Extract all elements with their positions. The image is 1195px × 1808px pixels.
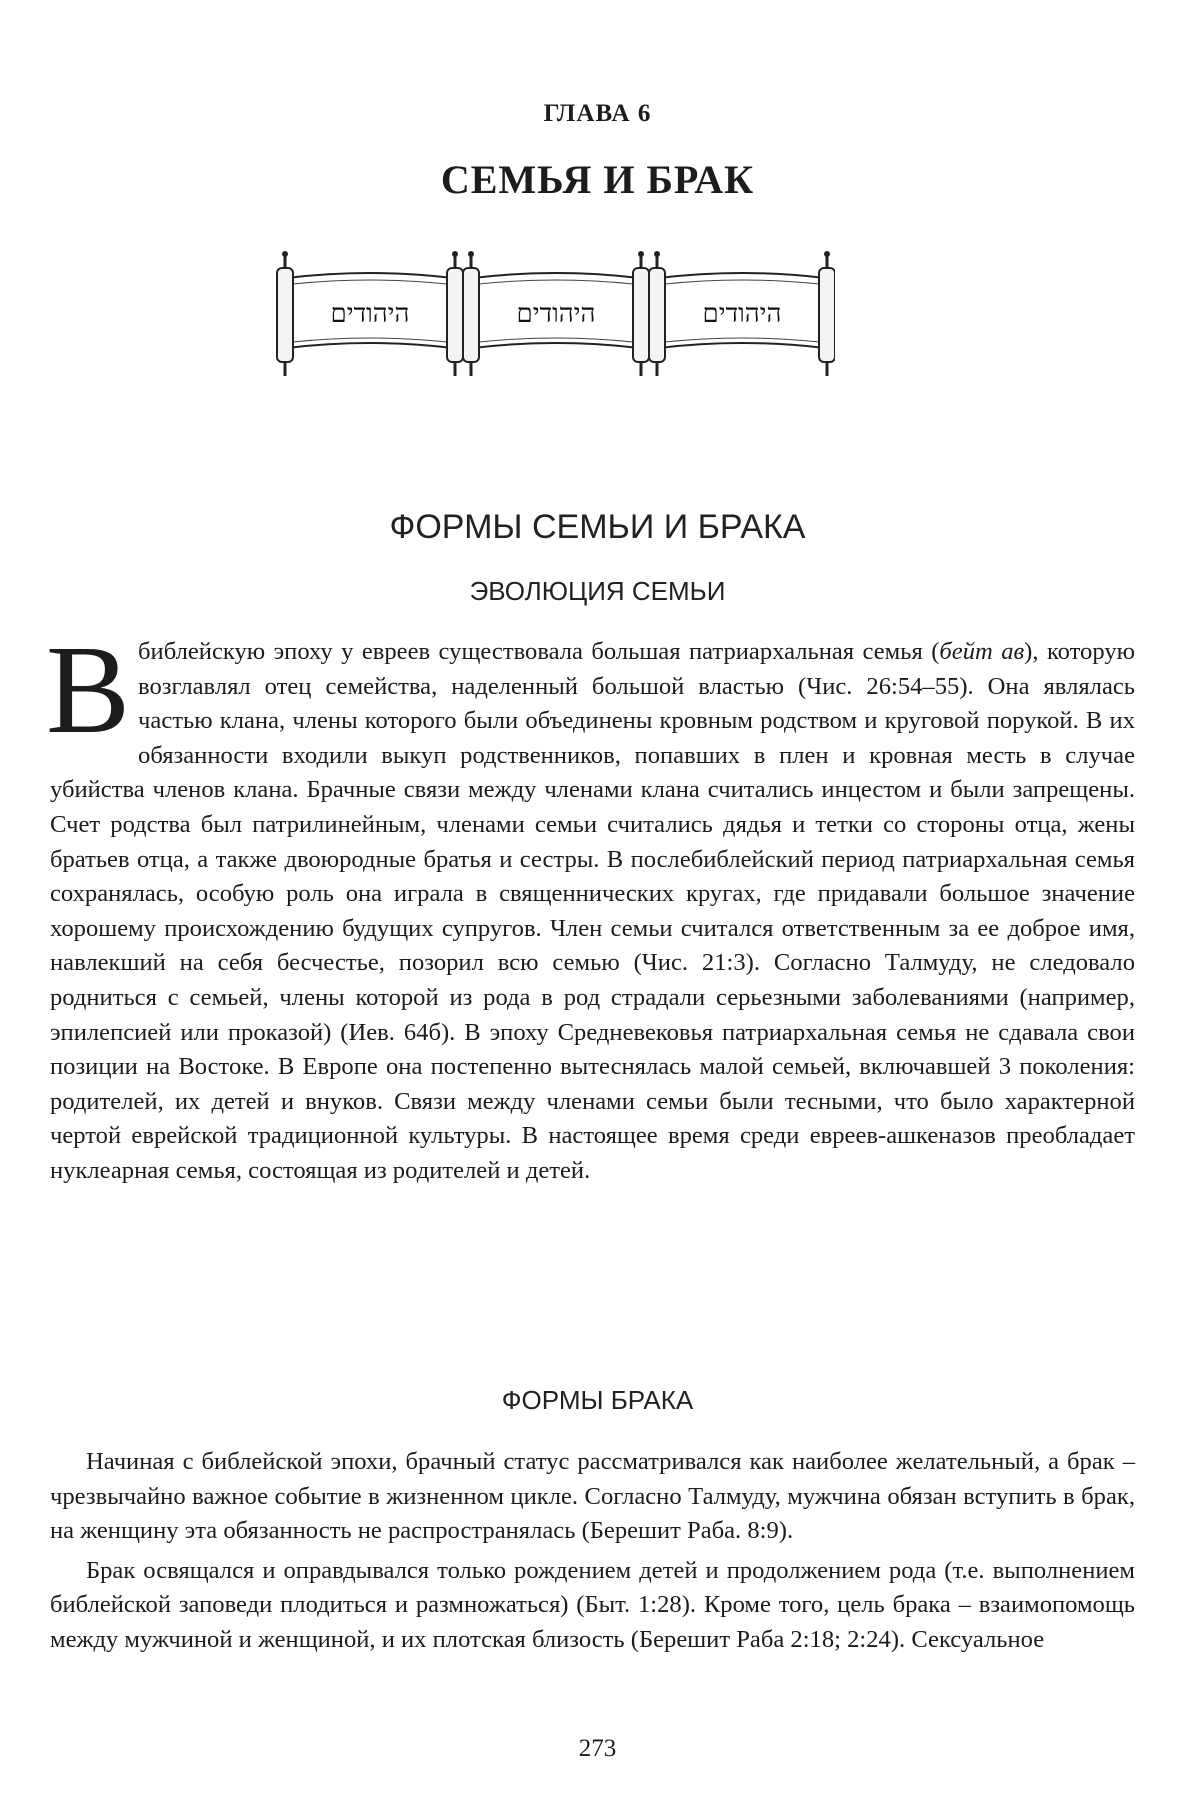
section-title: ФОРМЫ СЕМЬИ И БРАКА: [389, 508, 806, 546]
chapter-number: ГЛАВА 6: [543, 100, 652, 127]
scroll-3-text: היהודים: [702, 299, 782, 329]
scroll-2-text: היהודים: [516, 299, 596, 329]
marriage-text: [50, 1445, 1135, 1663]
torah-scroll-ornament: [275, 250, 835, 380]
subsection-title: ЭВОЛЮЦИЯ СЕМЬИ: [469, 576, 726, 606]
marriage-paragraph-2: Брак освящался и оправдывался только рождением детей и продолжением рода (т.е. выполнением библейской заповеди плодиться и размножаться) (Быт. 1:28). Кроме того, цель брака – взаимопомощь между мужчиной и женщиной, и их плотская близость (Берешит Раба 2:18; 2:24). Сексуальное: [50, 1556, 1135, 1653]
marriage-paragraph-1: Начиная с библейской эпохи, брачный статус рассматривался как наиболее желательный, а брак – чрезвычайно важное событие в жизненном цикле. Согласно Талмуду, мужчина обязан вступить в брак, на женщину эта обязанность не распространялась (Берешит Раба. 8:9).: [50, 1448, 1135, 1545]
page-number: 273: [578, 1735, 617, 1762]
scroll-1-text: היהודים: [330, 299, 410, 329]
italic-term: бейт ав: [939, 638, 1025, 665]
drop-cap: В: [46, 621, 131, 760]
scroll-2: [463, 251, 649, 376]
paragraph-text-start: библейскую эпоху у евреев существовала большая патриархальная семья (: [138, 638, 940, 665]
scroll-3: [649, 251, 835, 376]
paragraph-text-rest: ), которую возглавлял отец семейства, наделенный большой властью (Чис. 26:54–55). Она являлась частью клана, члены которого были объединены кровным родством и круговой порукой. В их обязанности входили выкуп родственников, попавших в плен и кровная месть в случае убийства членов клана. Брачные связи между членами клана считались инцестом и были запрещены. Счет родства был патрилинейным, членами семьи считались дядья и тетки со стороны отца, жены братьев отца, а также двоюродные братья и сестры. В послебиблейский период патриархальная семья сохранялась, особую роль она играла в священнических кругах, где придавали большое значение хорошему происхождению будущих супругов. Член семьи считался ответственным за ее доброе имя, навлекший на себя бесчестье, позорил всю семью (Чис. 21:3). Согласно Талмуду, не следовало родниться с семьей, члены которой из рода в род страдали серьезными заболеваниями (например, эпилепсией или проказой) (Иев. 64б). В эпоху Средневековья патриархальная семья не сдавала свои позиции на Востоке. В Европе она постепенно вытеснялась малой семьей, включавшей 3 поколения: родителей, их детей и внуков. Связи между членами семьи были тесными, что было характерной чертой еврейской традиционной культуры. В настоящее время среди евреев-ашкеназов преобладает нуклеарная семья, состоящая из родителей и детей.: [50, 638, 1135, 1184]
chapter-title: СЕМЬЯ И БРАК: [440, 157, 755, 202]
evolution-text: [46, 621, 1135, 1189]
scroll-1: [277, 251, 463, 376]
marriage-section-title: ФОРМЫ БРАКА: [501, 1385, 694, 1415]
evolution-paragraph: [46, 621, 1135, 1189]
